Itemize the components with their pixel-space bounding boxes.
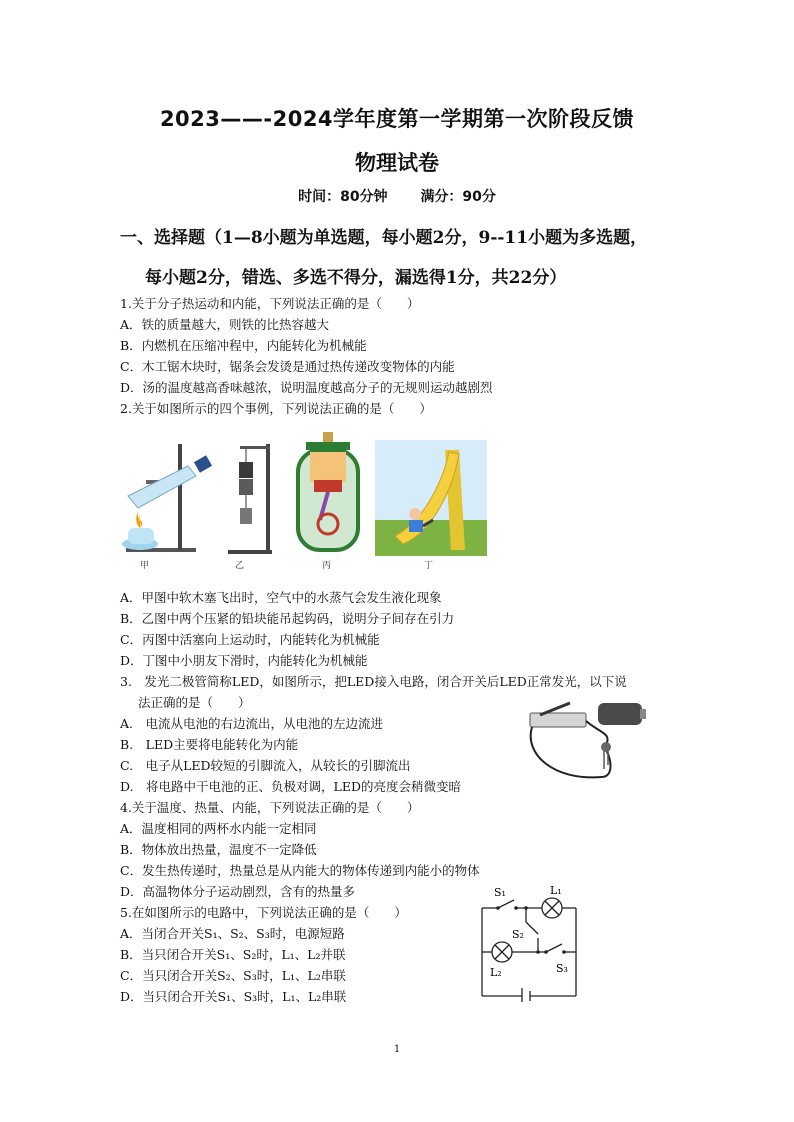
section-heading-line2: 每小题2分，错选、多选不得分，漏选得1分，共22分）: [145, 268, 567, 288]
q2-caption-ding: 丁: [424, 561, 434, 571]
q5-circuit-diagram: [476, 882, 586, 1002]
q3-stem-line2: 法正确的是（ ）: [138, 695, 251, 710]
q4-stem: 4.关于温度、热量、内能，下列说法正确的是（ ）: [120, 800, 420, 815]
q2-figure-bing: [288, 432, 368, 558]
q1-option-c: C．木工锯木块时，锯条会发烫是通过热传递改变物体的内能: [120, 359, 455, 374]
q5-label-s3: S₃: [556, 962, 568, 975]
page-number: 1: [393, 1044, 401, 1055]
q1-option-d: D．汤的温度越高香味越浓，说明温度越高分子的无规则运动越剧烈: [120, 380, 493, 395]
exam-title: 2023——-2024学年度第一学期第一次阶段反馈: [159, 107, 635, 131]
q2-option-c: C．丙图中活塞向上运动时，内能转化为机械能: [120, 632, 380, 647]
q4-option-c: C．发生热传递时，热量总是从内能大的物体传递到内能小的物体: [120, 863, 480, 878]
q2-caption-yi: 乙: [235, 561, 245, 571]
q2-caption-jia: 甲: [140, 561, 150, 571]
exam-meta: [0, 186, 794, 206]
q2-figure-jia: [118, 436, 218, 556]
q4-option-a: A．温度相同的两杯水内能一定相同: [120, 821, 317, 836]
q4-option-d: D．高温物体分子运动剧烈，含有的热量多: [120, 884, 356, 899]
exam-score: 满分：90分: [420, 189, 496, 205]
q5-label-l1: L₁: [550, 884, 562, 897]
q3-option-a: A. 电流从电池的右边流出，从电池的左边流进: [120, 716, 384, 731]
q2-stem: 2.关于如图所示的四个事例，下列说法正确的是（ ）: [120, 401, 432, 416]
q3-stem-line1: 3. 发光二极管简称LED，如图所示，把LED接入电路，闭合开关后LED正常发光，以下说: [120, 674, 627, 689]
q4-option-b: B．物体放出热量，温度不一定降低: [120, 842, 317, 857]
exam-subtitle: 物理试卷: [355, 151, 439, 175]
q1-stem: 1.关于分子热运动和内能，下列说法正确的是（ ）: [120, 296, 420, 311]
q2-figure-yi: [226, 440, 276, 558]
q5-option-d: D．当只闭合开关S₁、S₃时，L₁、L₂串联: [120, 989, 347, 1004]
q5-label-l2: L₂: [490, 966, 502, 979]
q1-option-a: A．铁的质量越大，则铁的比热容越大: [120, 317, 330, 332]
q2-option-a: A．甲图中软木塞飞出时，空气中的水蒸气会发生液化现象: [120, 590, 442, 605]
q5-option-b: B．当只闭合开关S₁、S₂时，L₁、L₂并联: [120, 947, 346, 962]
q5-option-a: A．当闭合开关S₁、S₂、S₃时，电源短路: [120, 926, 345, 941]
q1-option-b: B．内燃机在压缩冲程中，内能转化为机械能: [120, 338, 367, 353]
q5-option-c: C．当只闭合开关S₂、S₃时，L₁、L₂串联: [120, 968, 346, 983]
q5-stem: 5.在如图所示的电路中，下列说法正确的是（ ）: [120, 905, 407, 920]
exam-time: 时间：80分钟: [298, 189, 388, 205]
q5-label-s1: S₁: [494, 886, 506, 899]
q2-figure-ding: [375, 440, 487, 556]
q3-led-circuit-figure: [522, 693, 662, 785]
q3-option-d: D. 将电路中干电池的正、负极对调，LED的亮度会稍微变暗: [120, 779, 461, 794]
q3-option-b: B. LED主要将电能转化为内能: [120, 737, 299, 752]
section-heading-line1: 一、选择题（1—8小题为单选题，每小题2分，9--11小题为多选题，: [120, 228, 648, 248]
q2-option-d: D．丁图中小朋友下滑时，内能转化为机械能: [120, 653, 368, 668]
q3-option-c: C. 电子从LED较短的引脚流入，从较长的引脚流出: [120, 758, 411, 773]
q2-option-b: B．乙图中两个压紧的铅块能吊起钩码，说明分子间存在引力: [120, 611, 455, 626]
q5-label-s2: S₂: [512, 928, 524, 941]
q2-caption-bing: 丙: [322, 561, 332, 571]
